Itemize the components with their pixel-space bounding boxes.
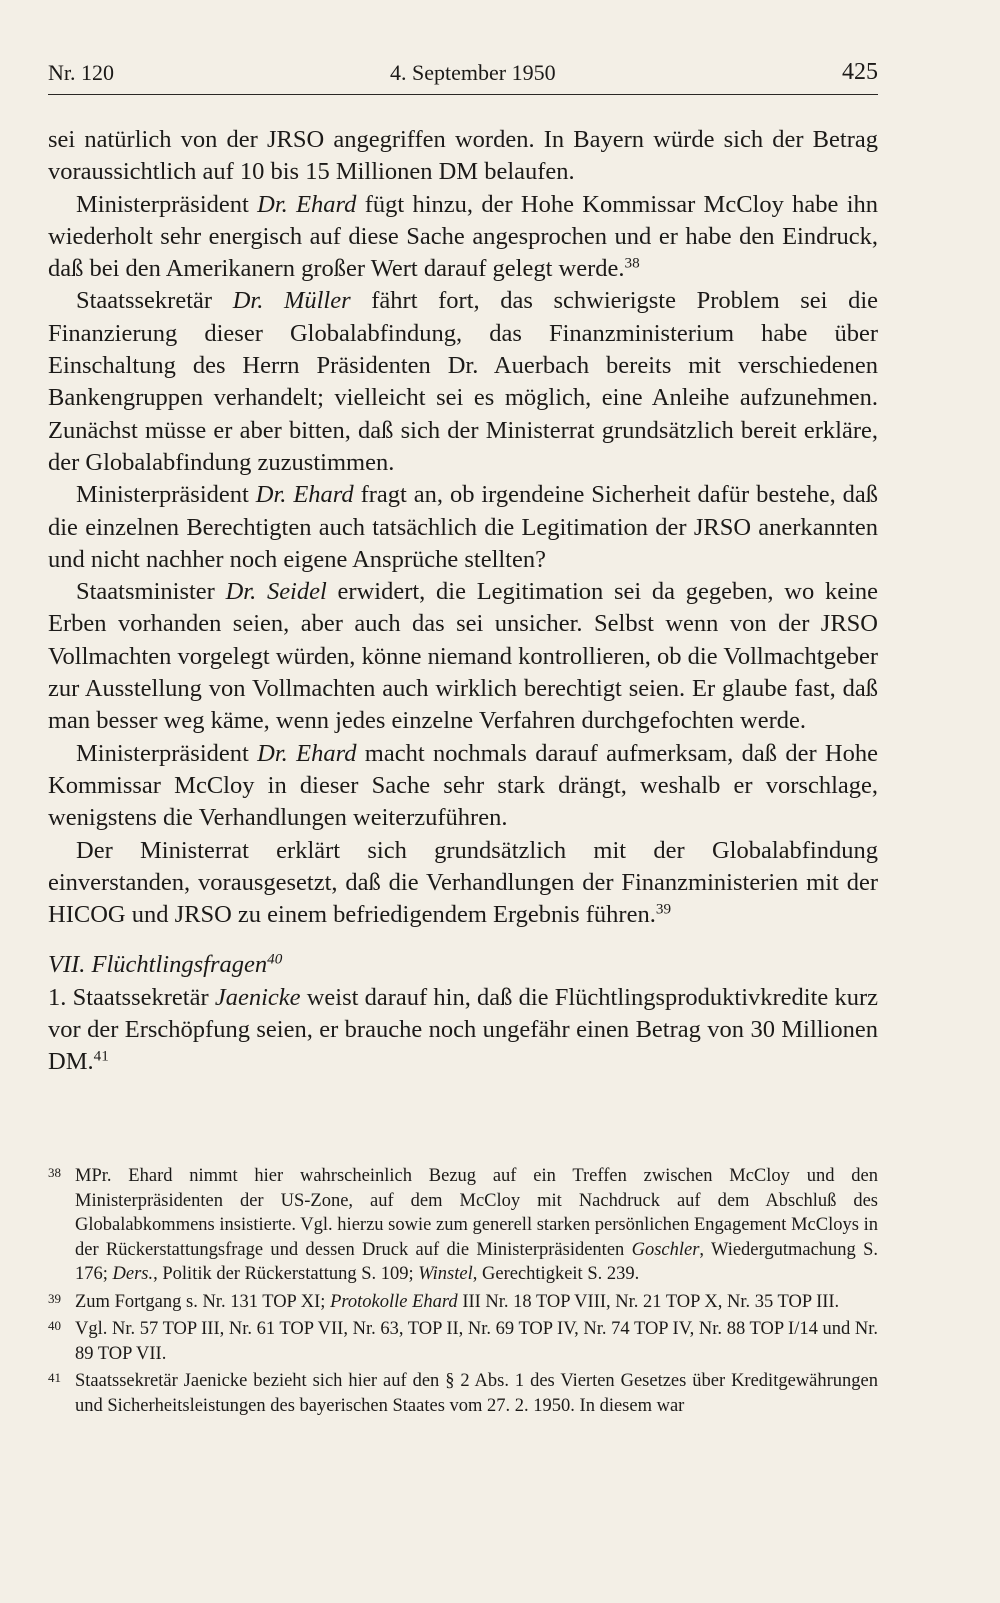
footnote-number: 41	[48, 1370, 61, 1385]
text-run: Vgl. Nr. 57 TOP III, Nr. 61 TOP VII, Nr. 63, TOP II, Nr. 69 TOP IV, Nr. 74 TOP IV, Nr. 88 TOP I/14 und Nr. 89 TOP VII.	[75, 1319, 878, 1364]
footnote-38	[48, 1164, 878, 1287]
footnote-number: 39	[48, 1290, 61, 1306]
text-run: MPr. Ehard nimmt hier wahrscheinlich Bezug auf ein Treffen zwischen McCloy und den Ministerpräsidenten der US-Zone, auf dem McCloy mit Nachdruck auf dem Abschluß des Globalabkommens insistierte. Vgl. hierzu sowie zum generell starken persönlichen Engagement McCloys in der Rückerstattungsfrage und dessen Druck auf die Ministerpräsidenten	[75, 1166, 878, 1260]
footnote-39	[48, 1290, 878, 1315]
footnote-number: 40	[48, 1318, 61, 1333]
text-run: Ministerpräsident	[76, 190, 258, 218]
text-run: Staatsminister	[76, 578, 226, 606]
text-run: Ders.	[112, 1264, 154, 1284]
text-run: Ministerpräsident	[76, 481, 256, 509]
footnote-40	[48, 1317, 878, 1366]
text-run: Dr.	[225, 578, 267, 606]
person-name: Seidel	[266, 578, 327, 606]
text-run: fährt fort, das schwierigste Problem sei die Finanzierung dieser Globalabfindung, das Finanzministerium habe über Einschaltung des Herrn Präsidenten Dr. Auerbach bereits mit verschiedenen Bankengruppen verhandelt; vielleicht sei es möglich, eine Anleihe aufzunehmen. Zunächst müsse er aber bitten, daß sich der Ministerrat grundsätzlich bereit erkläre, der Globalabfindung zuzustimmen.	[48, 287, 879, 476]
footnote-ref: 40	[267, 951, 283, 969]
text-run: 1. Staatssekretär	[48, 983, 215, 1011]
paragraph	[48, 189, 878, 286]
text-run: Dr.	[257, 739, 297, 767]
page-number: 425	[842, 59, 878, 85]
text-run: VII. Flüchtlingsfragen	[48, 951, 268, 979]
footnote-ref: 39	[655, 900, 672, 918]
text-run: Dr.	[232, 287, 284, 315]
text-run: Zum Fortgang s. Nr. 131 TOP XI;	[75, 1291, 331, 1312]
paragraph	[48, 835, 878, 932]
footnote-41	[48, 1369, 878, 1418]
text-run: sei natürlich von der JRSO angegriffen worden. In Bayern würde sich der Betrag voraussichtlich auf 10 bis 15 Millionen DM belaufen.	[48, 126, 878, 186]
text-run: weist darauf hin, daß die Flüchtlingsproduktivkredite kurz vor der Erschöpfung seien, er brauche noch ungefähr einen Betrag von 30 Millionen DM.	[48, 983, 878, 1076]
person-name: Ehard	[296, 739, 357, 767]
person-name: Müller	[283, 287, 351, 315]
person-name: Jaenicke	[214, 983, 301, 1011]
text-run: macht nochmals darauf aufmerksam, daß der Hohe Kommissar McCloy in dieser Sache sehr stark drängt, weshalb er vorschlage, wenigstens die Verhandlungen weiterzuführen.	[48, 739, 879, 832]
paragraph	[48, 576, 878, 737]
paragraph	[48, 738, 878, 835]
text-run: erwidert, die Legitimation sei da gegeben, wo keine Erben vorhanden seien, aber auch das sei unsicher. Selbst wenn von der JRSO Vollmachten vorgelegt würden, könne niemand kontrollieren, ob die Vollmachtgeber zur Ausstellung von Vollmachten auch wirklich berechtigt seien. Er glaube fast, daß man besser weg käme, wenn jedes einzelne Verfahren durchgefochten werde.	[48, 578, 878, 735]
text-run: Ministerpräsident	[76, 739, 258, 767]
paragraph	[48, 479, 878, 576]
paragraph	[48, 982, 878, 1079]
text-run: fragt an, ob irgendeine Sicherheit dafür bestehe, daß die einzelnen Berechtigten auch tatsächlich die Legitimation der JRSO anerkannten und nicht nachher noch eigene Ansprüche stellten?	[48, 481, 879, 573]
document-number: Nr. 120	[48, 60, 114, 85]
text-run: Protokolle Ehard	[330, 1291, 458, 1312]
person-name: Ehard	[296, 190, 357, 218]
text-run: , Wiedergutmachung S. 176;	[75, 1239, 878, 1284]
text-run: Staatssekretär Jaenicke bezieht sich hier auf den § 2 Abs. 1 des Vierten Gesetzes über Kreditgewährungen und Sicherheitsleistungen des bayerischen Staates vom 27. 2. 1950. In diesem war	[75, 1371, 878, 1416]
running-header	[48, 58, 878, 95]
person-name: Ehard	[293, 481, 354, 509]
paragraph	[48, 285, 878, 479]
text-run: Der Ministerrat erklärt sich grundsätzlich mit der Globalabfindung einverstanden, vorausgesetzt, daß die Verhandlungen der Finanzministerien mit der HICOG und JRSO zu einem befriedigendem Ergebnis führen.	[48, 836, 878, 929]
text-run: fügt hinzu, der Hohe Kommissar McCloy habe ihn wiederholt sehr energisch auf diese Sache angesprochen und er habe den Eindruck, daß bei den Amerikanern großer Wert darauf gelegt werde.	[48, 190, 879, 283]
footnote-number: 38	[48, 1165, 61, 1180]
footnote-ref: 41	[93, 1047, 109, 1065]
text-run: III Nr. 18 TOP VIII, Nr. 21 TOP X, Nr. 35 TOP III.	[457, 1291, 840, 1312]
text-run: Dr.	[257, 190, 297, 218]
footnote-ref: 38	[624, 254, 640, 272]
text-run: Winstel	[418, 1264, 473, 1284]
text-run: , Politik der Rückerstattung S. 109;	[153, 1264, 419, 1284]
text-run: Staatssekretär	[76, 287, 233, 315]
section-heading	[48, 949, 878, 981]
footnotes	[48, 1164, 878, 1421]
header-date: 4. September 1950	[390, 60, 556, 85]
main-text	[48, 124, 878, 1079]
text-run: Goschler	[631, 1239, 700, 1260]
text-run: Dr.	[255, 481, 294, 509]
text-run: , Gerechtigkeit S. 239.	[472, 1264, 640, 1284]
paragraph	[48, 124, 878, 189]
